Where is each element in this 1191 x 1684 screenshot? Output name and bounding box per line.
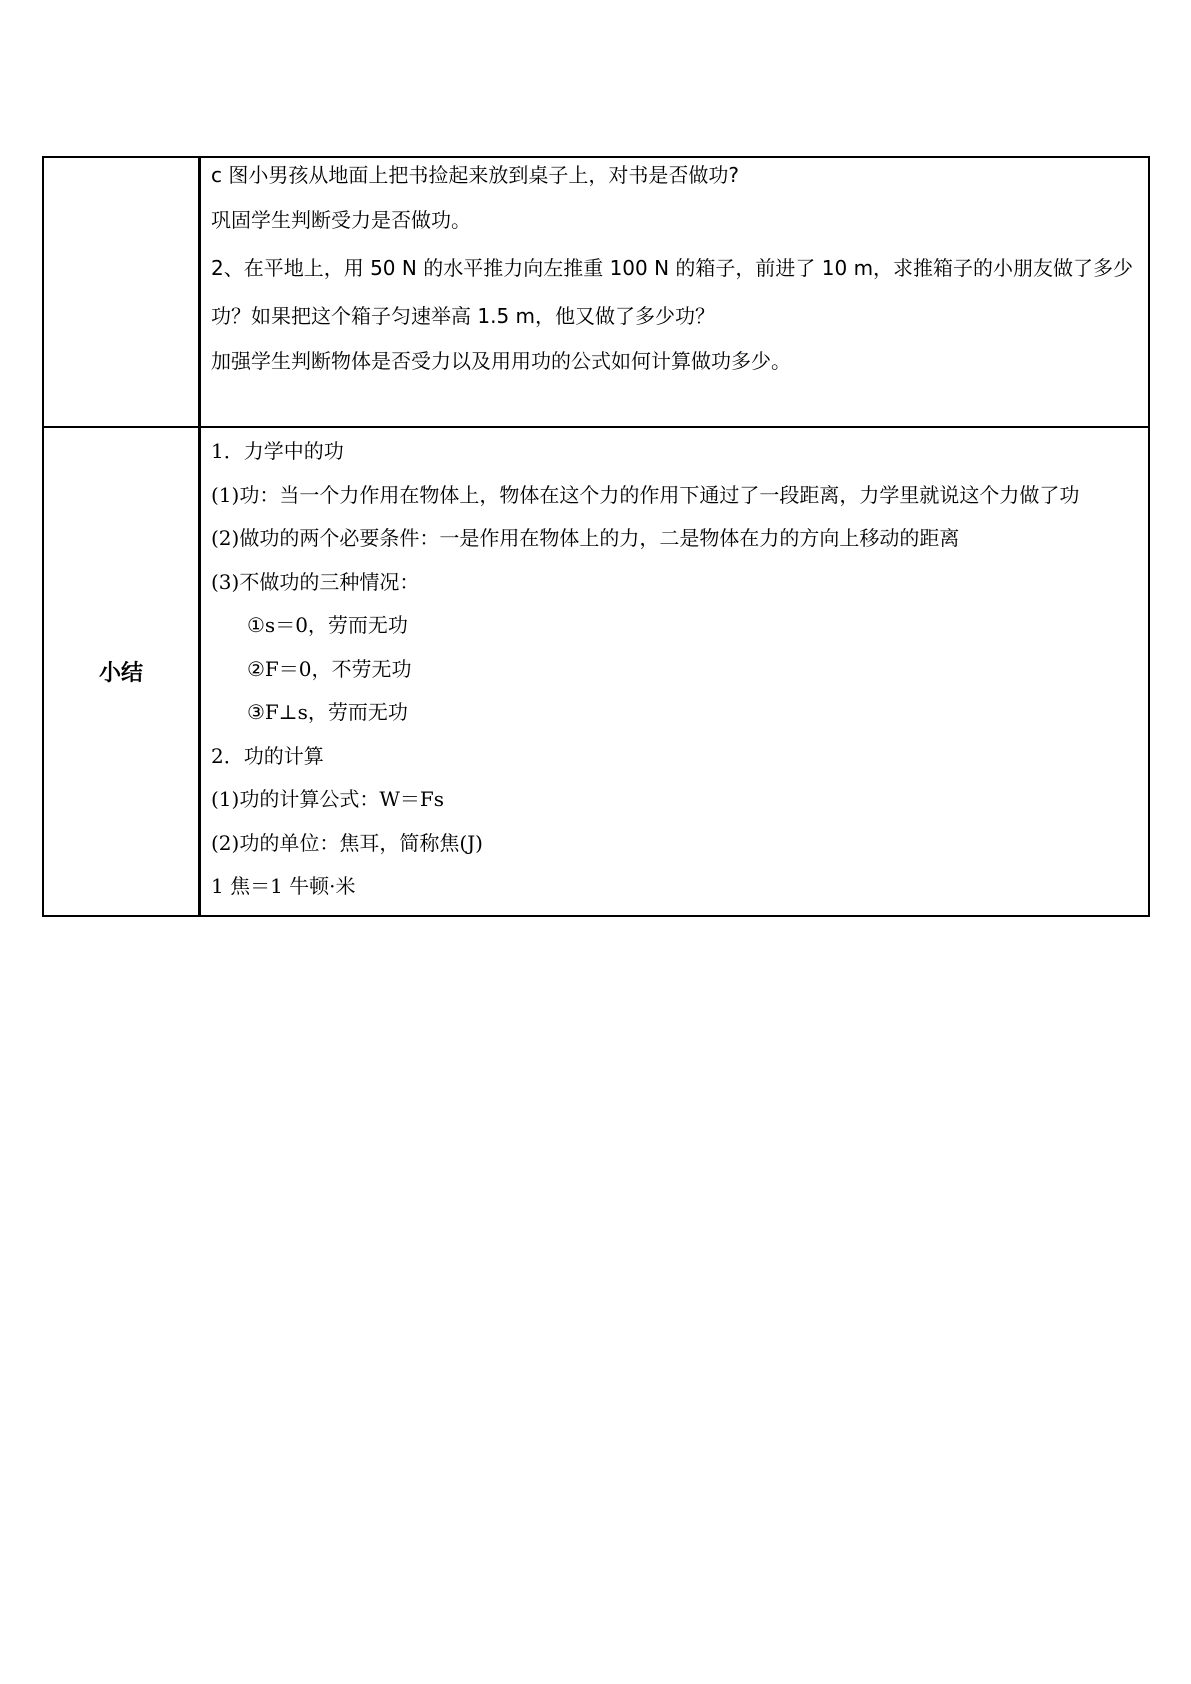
summary-content	[200, 427, 1150, 916]
row-label	[43, 157, 200, 427]
summary-line: (2)功的单位：焦耳，简称焦(J)	[211, 830, 483, 855]
content-line: 加强学生判断物体是否受力以及用用功的公式如何计算做功多少。	[211, 349, 791, 373]
table-row	[43, 157, 1149, 427]
summary-heading: 2．功的计算	[211, 743, 324, 768]
summary-case: ③F⊥s，劳而无功	[247, 700, 408, 724]
content-line: 巩固学生判断受力是否做功。	[211, 208, 471, 232]
summary-case: ②F＝0，不劳无功	[247, 656, 412, 681]
row-content	[200, 157, 1150, 427]
table-row	[43, 427, 1149, 916]
summary-line: (1)功的计算公式：W＝Fs	[211, 787, 445, 811]
summary-line: 1 焦＝1 牛顿·米	[211, 874, 356, 898]
content-line: 2、在平地上，用 50 N 的水平推力向左推重 100 N 的箱子，前进了 10 m，求推箱子的小朋友做了多少功？如果把这个箱子匀速举高 1.5 m，他又做了多少功？	[211, 256, 1134, 328]
summary-line: (3)不做功的三种情况：	[211, 569, 420, 594]
summary-label: 小结	[43, 427, 200, 916]
lesson-plan-table	[42, 156, 1150, 917]
summary-heading: 1．力学中的功	[211, 439, 344, 463]
summary-line: (1)功：当一个力作用在物体上，物体在这个力的作用下通过了一段距离，力学里就说这个力做了功	[211, 482, 1080, 507]
summary-line: (2)做功的两个必要条件：一是作用在物体上的力，二是物体在力的方向上移动的距离	[211, 526, 960, 550]
content-line: c 图小男孩从地面上把书捡起来放到桌子上，对书是否做功?	[211, 163, 739, 187]
summary-case: ①s＝0，劳而无功	[247, 613, 408, 637]
